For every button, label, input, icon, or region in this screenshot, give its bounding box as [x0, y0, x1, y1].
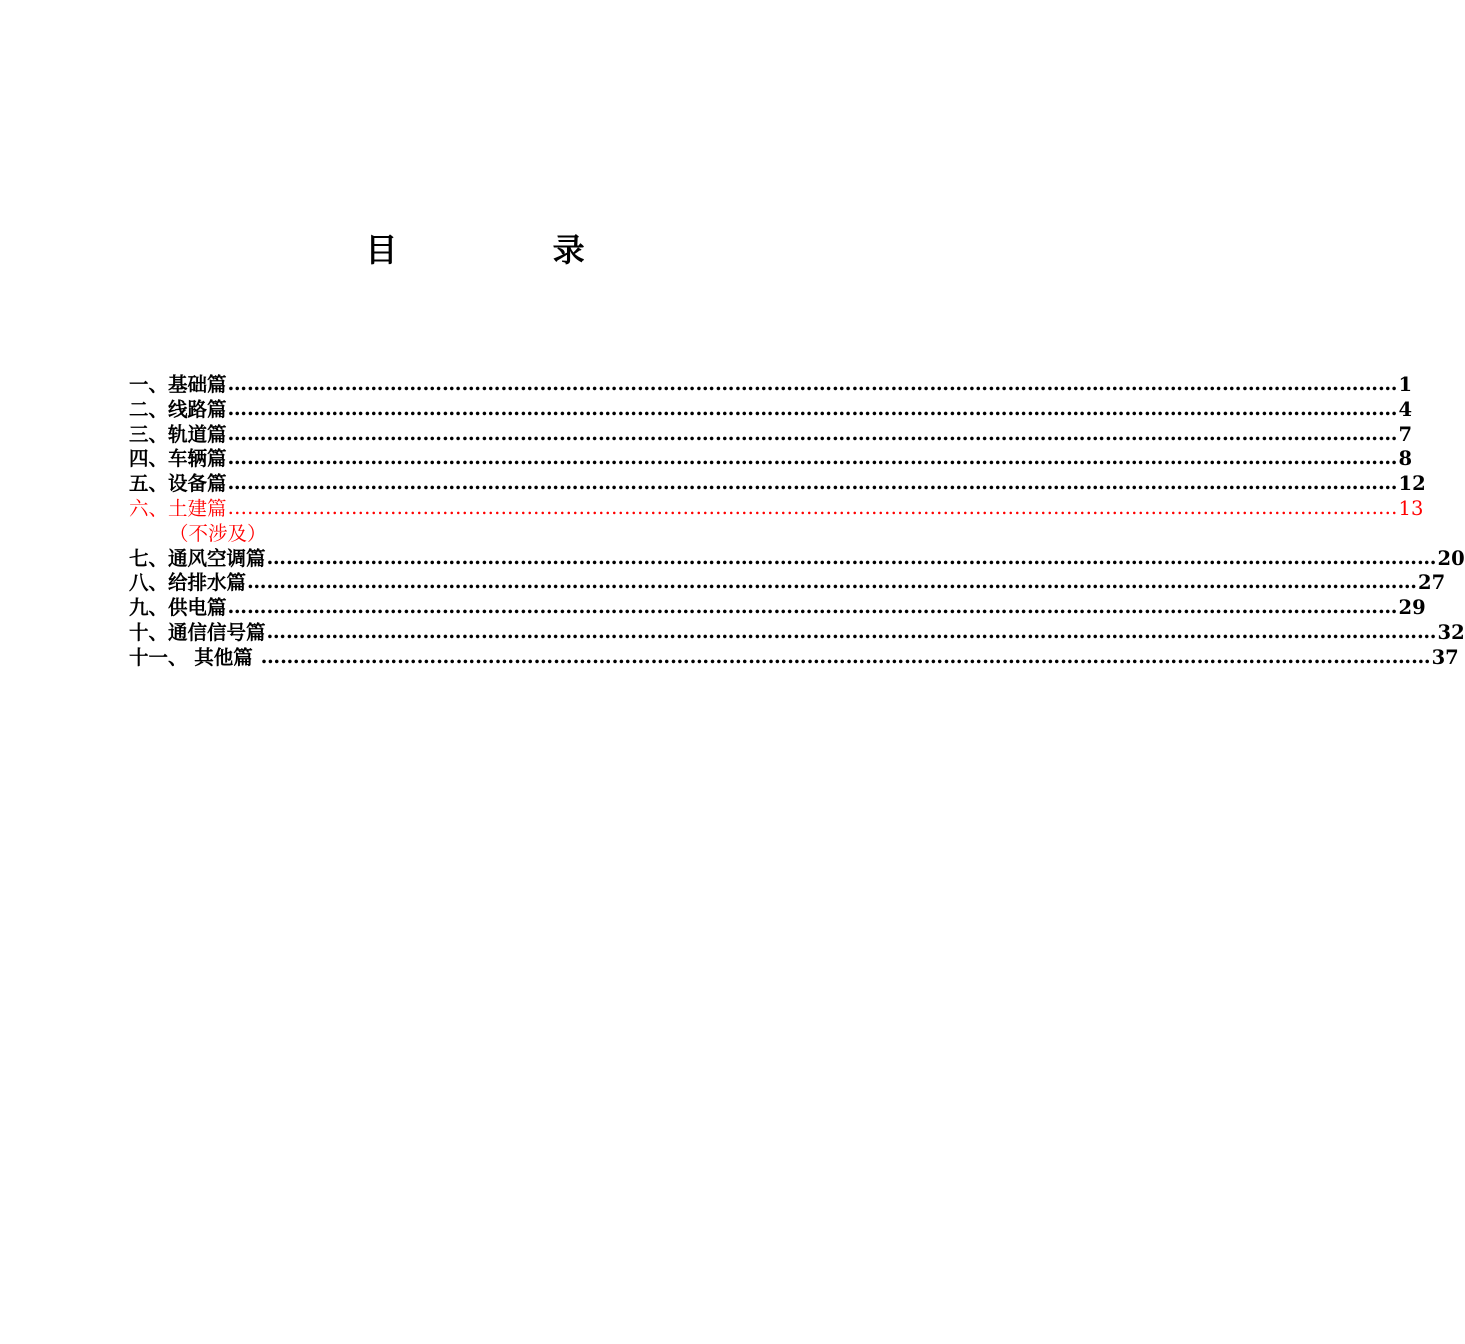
toc-page: 27	[1418, 571, 1446, 595]
toc-entry-7[interactable]	[129, 545, 1465, 572]
toc-entry-5[interactable]	[129, 471, 1426, 497]
dot-leader: ………………………………………………………………………………………………………………………………………………………………	[266, 545, 1437, 569]
toc-entry-10[interactable]	[129, 619, 1465, 646]
toc-number: 六、	[129, 496, 169, 520]
toc-label: 供电篇	[168, 596, 227, 620]
toc-page: 7	[1398, 422, 1413, 446]
toc-number: 五、	[129, 472, 169, 496]
toc-entry-3[interactable]	[129, 421, 1413, 448]
toc-label: 土建篇	[168, 496, 227, 520]
toc-label: 基础篇	[168, 373, 227, 396]
toc-number: 四、	[129, 447, 169, 471]
toc-page: 8	[1398, 447, 1413, 471]
toc-label: 通风空调篇	[168, 546, 266, 570]
dot-leader: ………………………………………………………………………………………………………………………………………………………………	[227, 471, 1398, 495]
toc-entry-4[interactable]	[129, 446, 1413, 472]
dot-leader: ………………………………………………………………………………………………………………………………………………………………	[227, 396, 1398, 420]
toc-label: 轨道篇	[168, 422, 227, 446]
toc-page: 20	[1437, 546, 1465, 570]
table-of-contents	[129, 372, 1465, 671]
toc-entry-11[interactable]	[129, 644, 1459, 671]
toc-page: 12	[1398, 472, 1426, 496]
toc-number: 一、	[129, 373, 169, 396]
toc-entry-6[interactable]	[129, 495, 1424, 522]
toc-number: 十、	[129, 620, 169, 644]
page-title: 目 录	[365, 231, 657, 269]
toc-page: 37	[1431, 645, 1459, 669]
dot-leader: ………………………………………………………………………………………………………………………………………………………………	[247, 570, 1418, 594]
toc-number: 九、	[129, 596, 169, 620]
toc-page: 1	[1398, 373, 1413, 396]
toc-page: 29	[1398, 596, 1426, 620]
toc-label: 设备篇	[168, 472, 227, 496]
dot-leader: ………………………………………………………………………………………………………………………………………………………………	[227, 595, 1398, 619]
toc-label: 通信信号篇	[168, 620, 266, 644]
toc-label: 其他篇	[187, 645, 260, 669]
dot-leader: ………………………………………………………………………………………………………………………………………………………………	[227, 495, 1398, 519]
toc-label: 给排水篇	[168, 571, 247, 595]
dot-leader: ………………………………………………………………………………………………………………………………………………………………	[260, 644, 1431, 668]
dot-leader: ………………………………………………………………………………………………………………………………………………………………	[227, 421, 1398, 445]
toc-number: 三、	[129, 422, 169, 446]
toc-entry-2[interactable]	[129, 396, 1413, 423]
toc-note: （不涉及）	[169, 521, 267, 545]
toc-page: 4	[1398, 397, 1413, 421]
toc-number: 二、	[129, 397, 169, 421]
toc-entry-1[interactable]	[129, 372, 1413, 398]
dot-leader: ………………………………………………………………………………………………………………………………………………………………	[266, 619, 1437, 643]
toc-label: 线路篇	[168, 397, 227, 421]
toc-page: 32	[1437, 620, 1465, 644]
toc-entry-9[interactable]	[129, 595, 1426, 621]
dot-leader: ………………………………………………………………………………………………………………………………………………………………	[227, 446, 1398, 470]
toc-number: 十一、	[129, 645, 188, 669]
dot-leader: ………………………………………………………………………………………………………………………………………………………………	[227, 372, 1398, 395]
toc-page: 13	[1398, 496, 1424, 520]
toc-entry-8[interactable]	[129, 570, 1446, 596]
toc-label: 车辆篇	[168, 447, 227, 471]
toc-number: 七、	[129, 546, 169, 570]
toc-number: 八、	[129, 571, 169, 595]
